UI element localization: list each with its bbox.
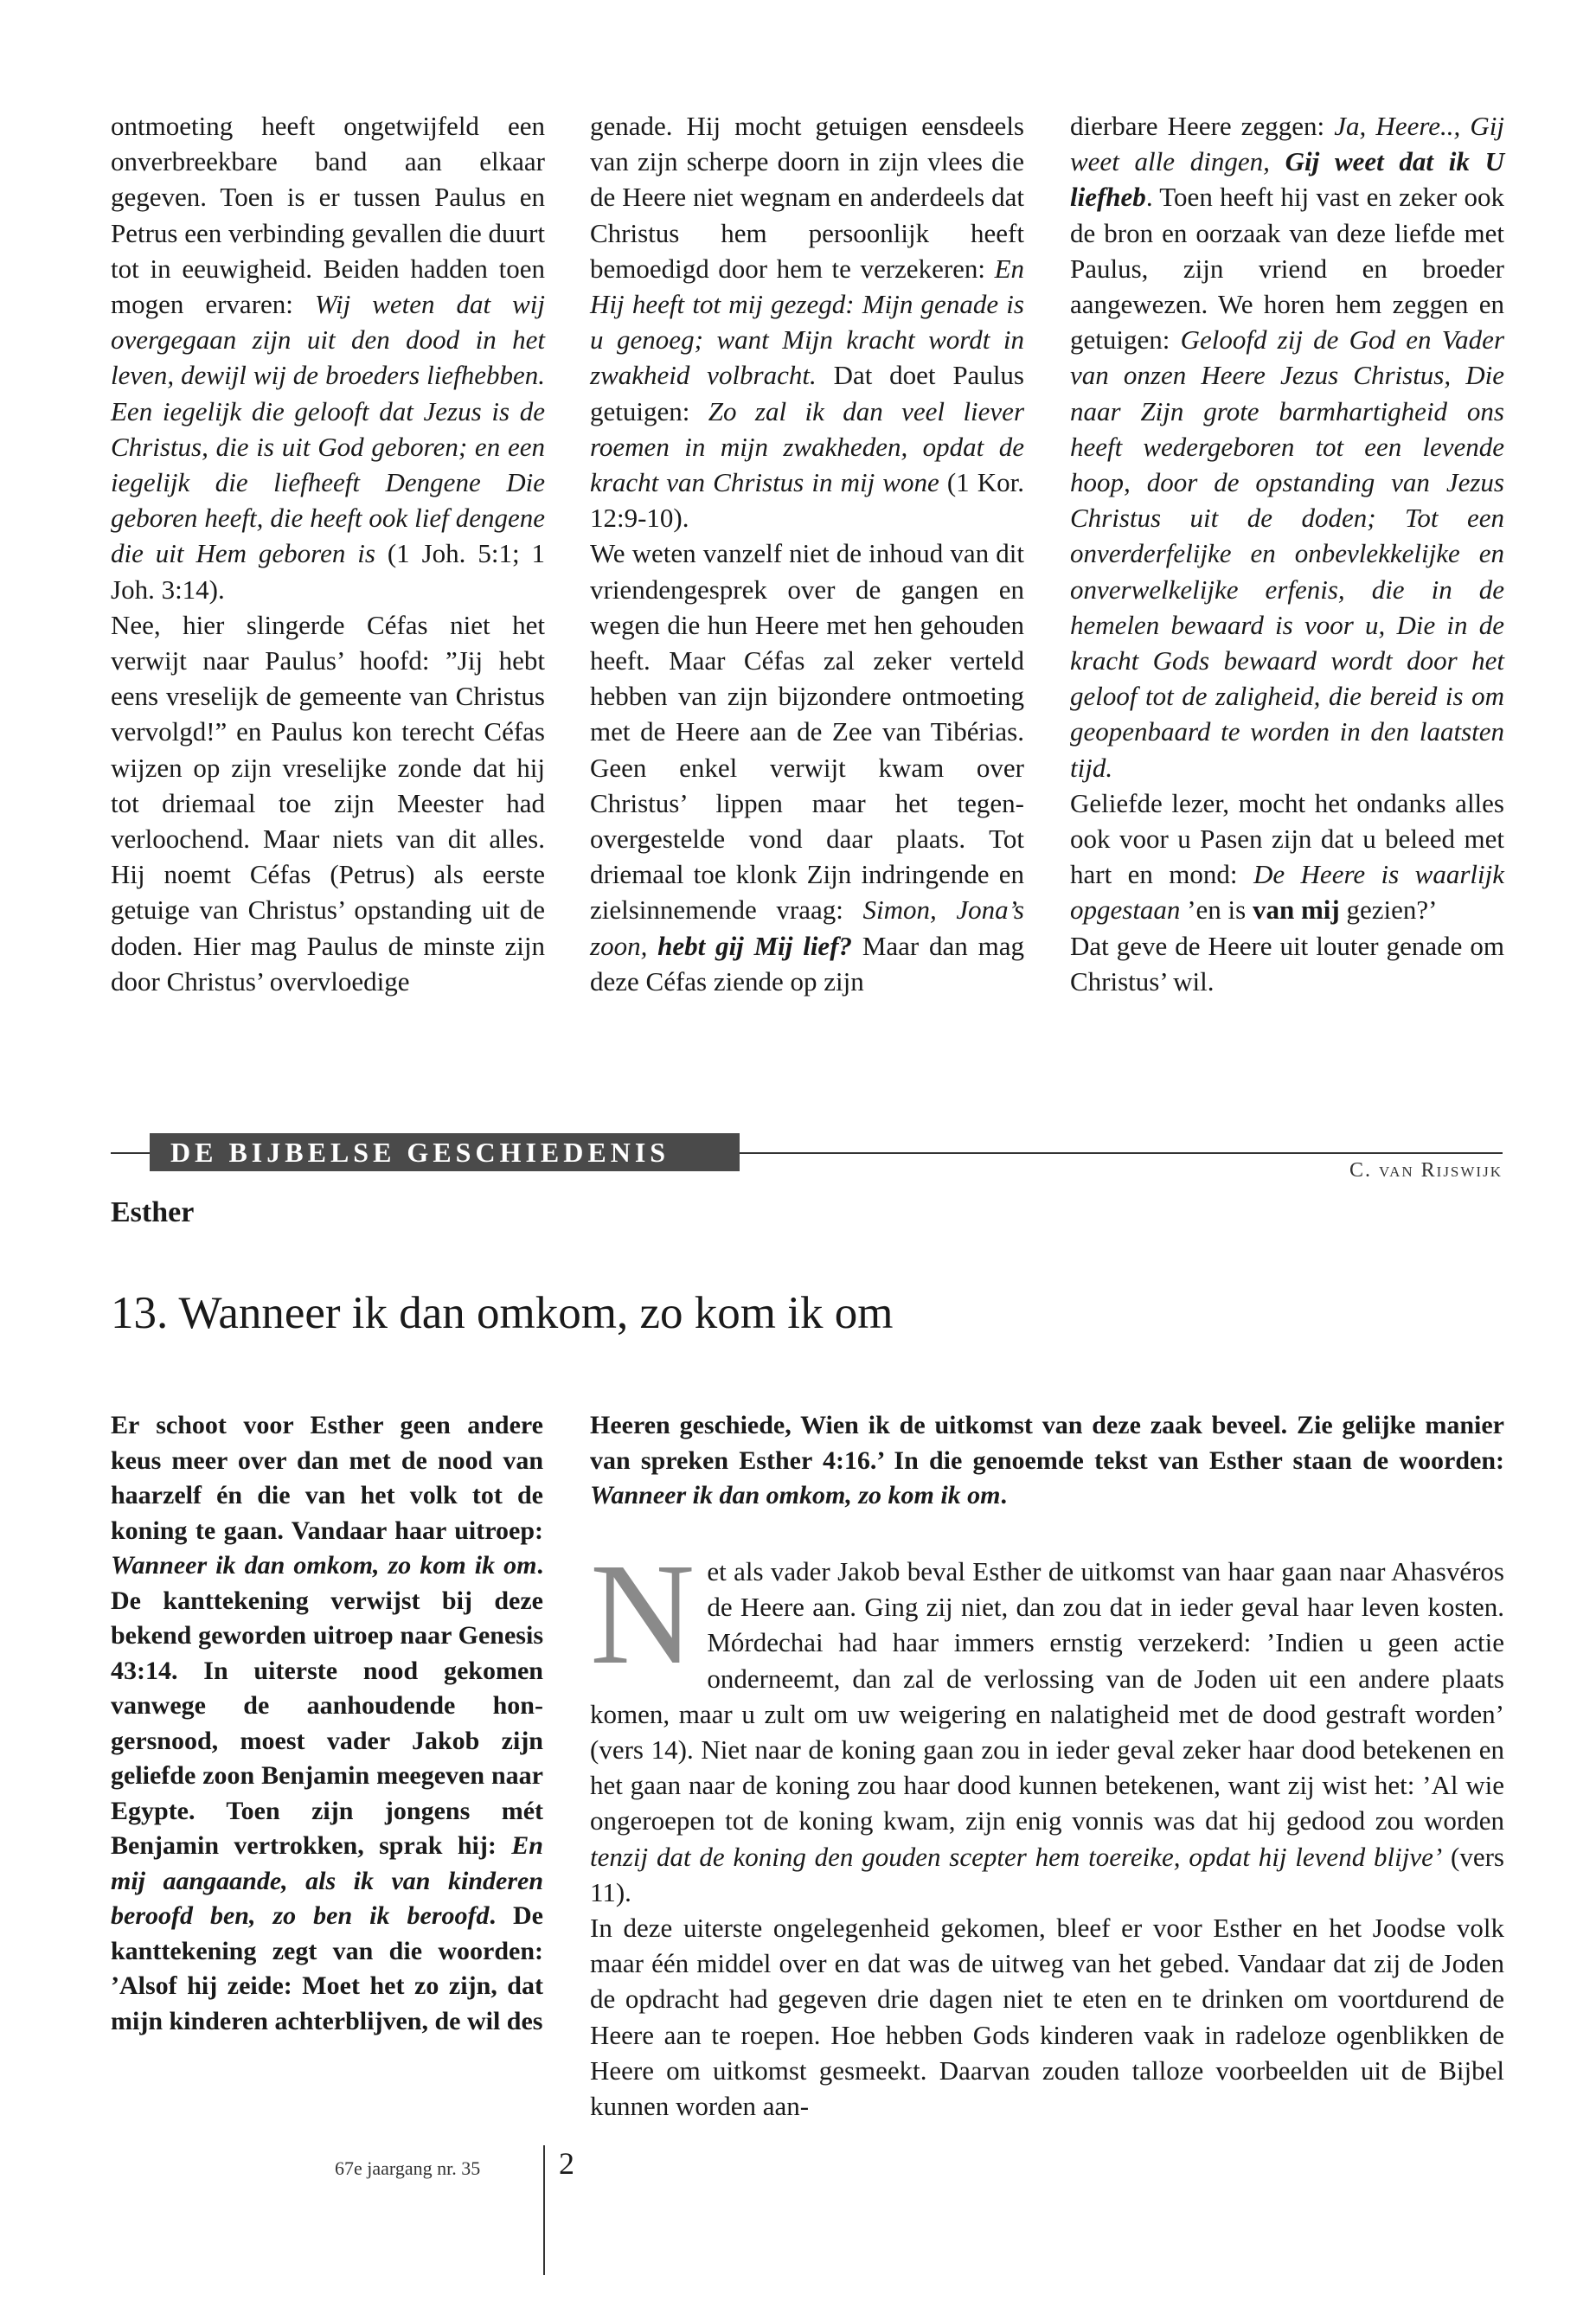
column-3-paragraph-3: Dat geve de Heere uit louter genade om Christus’ wil. — [1070, 930, 1504, 997]
article-column-1 — [111, 108, 545, 999]
intro-right-column: Heeren geschiede, Wien ik de uitkomst van deze zaak beveel. Zie gelijke manier van spreken Esther 4:16.’ In die genoemde tekst van Esther staan de woorden: Wanneer ik dan omkom, zo kom ik om. — [590, 1411, 1504, 1509]
column-2-paragraph-2: We weten vanzelf niet de inhoud van dit vriendengesprek over de gangen en wegen die hun Heere met hen gehouden heeft. Maar Céfas zal zeker verteld hebben van zijn bijzondere ontmoeting met de Heere aan de Zee van Tibérias. Geen enkel verwijt kwam over Christus’ lippen maar het tegenovergestelde vond daar plaats. Tot driemaal toe klonk Zijn indringende en zielsinnemende vraag: Simon, Jona’s zoon, hebt gij Mij lief? Maar dan mag deze Céfas ziende op zijn — [590, 538, 1024, 997]
page-number: 2 — [559, 2146, 574, 2181]
intro-left-column: Er schoot voor Esther geen andere keus meer over dan met de nood van haarzelf én die van het volk tot de koning te gaan. Vandaar haar uitroep: Wanneer ik dan omkom, zo kom ik om. De kanttekening verwijst bij deze bekend geworden uitroep naar Genesis 43:14. In uiterste nood gekomen vanwege de aanhoudende hongersnood, moest vader Jakob zijn geliefde zoon Benjamin meegeven naar Egypte. Toen zijn jongens mét Benjamin vertrokken, sprak hij: En mij aangaande, als ik van kinderen beroofd ben, zo ben ik beroofd. De kanttekening zegt van die woorden: ’Alsof hij zeide: Moet het zo zijn, dat mijn kinderen achterblijven, de wil des — [111, 1411, 543, 2035]
article-body — [590, 1534, 1504, 2124]
article-headline: 13. Wanneer ik dan omkom, zo kom ik om — [111, 1288, 894, 1338]
article-column-3 — [1070, 108, 1504, 999]
footer-divider — [543, 2145, 545, 2275]
column-1-paragraph-1: ontmoeting heeft ongetwijfeld een onverbreekbare band aan elkaar gegeven. Toen is er tussen Paulus en Petrus een verbinding gevallen die duurt tot in eeuwigheid. Beiden hadden toen mogen ervaren: Wij weten dat wij overgegaan zijn uit den dood in het leven, dewijl wij de broeders liefhebben. Een iegelijk die gelooft dat Jezus is de Christus, die is uit God geboren; en een iegelijk die liefheeft Dengene Die geboren heeft, die heeft ook lief dengene die uit Hem geboren is (1 Joh. 5:1; 1 Joh. 3:14). — [111, 111, 545, 605]
column-3-paragraph-2: Geliefde lezer, mocht het ondanks alles ook voor u Pasen zijn dat u beleed met hart en mond: De Heere is waarlijk opgestaan ’en is van mij gezien?’ — [1070, 787, 1504, 926]
issue-info: 67e jaargang nr. 35 — [335, 2157, 481, 2179]
column-1-paragraph-2: Nee, hier slingerde Céfas niet het verwijt naar Paulus’ hoofd: ”Jij hebt eens vreselijk de gemeente van Christus vervolgd!” en Paulus kon terecht Céfas wijzen op zijn vreselijke zonde dat hij tot driemaal toe zijn Meester had verloochend. Maar niets van dit alles. Hij noemt Céfas (Petrus) als eerste getuige van Christus’ opstanding uit de doden. Hier mag Paulus de minste zijn door Christus’ overvloedige — [111, 609, 545, 997]
author-name: C. van Rijswijk — [1349, 1159, 1503, 1182]
body-paragraph-2: In deze uiterste ongelegenheid gekomen, bleef er voor Esther en het Joodse volk maar één middel over en dat was de uitweg van het gebed. Vandaar dat zij de Joden de opdracht had gegeven drie dagen niet te eten en te drinken om voortdurend de Heere aan te roepen. Hoe hebben Gods kinderen vaak in radeloze ogenblikken de Heere om uitkomst gesmeekt. Daarvan zouden talloze voorbeelden uit de Bijbel kunnen worden aan- — [590, 1913, 1504, 2122]
article-column-2 — [590, 108, 1024, 999]
drop-cap: N — [590, 1534, 695, 1695]
section-label: DE BIJBELSE GESCHIEDENIS — [150, 1133, 740, 1171]
section-rule-right — [740, 1152, 1503, 1154]
article-subject: Esther — [111, 1196, 195, 1228]
body-paragraph-1: Net als vader Jakob beval Esther de uitkomst van haar gaan naar Ahasvéros de Heere aan. Ging zij niet, dan zou dat in ieder geval haar leven kosten. Mórdechai had haar immers ernstig verzekerd: ’Indien u geen actie onderneemt, dan zal de verlossing van de Joden uit een andere plaats komen, maar u zult om uw weigering en nalatigheid met de dood gestraft worden’ (vers 14). Niet naar de koning gaan zou in ieder geval zeker haar dood betekenen en het gaan naar de koning zou haar dood kunnen betekenen, want zij wist het: ’Al wie ongeroepen tot de koning kwam, zijn enig vonnis was dat hij gedood zou worden tenzij dat de koning den gouden scepter hem toereike, opdat hij levend blijve’ (vers 11). — [590, 1534, 1504, 1907]
section-rule-left — [111, 1152, 150, 1154]
column-3-paragraph-1: dierbare Heere zeggen: Ja, Heere.., Gij weet alle dingen, Gij weet dat ik U liefheb. Toen heeft hij vast en zeker ook de bron en oorzaak van deze liefde met Paulus, zijn vriend en broeder aangewezen. We horen hem zeggen en getuigen: Geloofd zij de God en Vader van onzen Heere Jezus Christus, Die naar Zijn grote barmhartigheid ons heeft wedergeboren tot een levende hoop, door de opstanding van Jezus Christus uit de doden; Tot een onverderfelijke en onbevlekkelijke en onverwelkelijke erfenis, die in de hemelen bewaard is voor u, Die in de kracht Gods bewaard wordt door het geloof tot de zaligheid, die bereid is om geopenbaard te worden in den laatsten tijd. — [1070, 111, 1505, 783]
column-2-paragraph-1: genade. Hij mocht getuigen eensdeels van zijn scherpe doorn in zijn vlees die de Heere niet wegnam en anderdeels dat Christus hem persoonlijk heeft bemoedigd door hem te verzekeren: En Hij heeft tot mij gezegd: Mijn genade is u genoeg; want Mijn kracht wordt in zwakheid volbracht. Dat doet Paulus getuigen: Zo zal ik dan veel liever roemen in mijn zwakheden, opdat de kracht van Christus in mij wone (1 Kor. 12:9-10). — [590, 111, 1025, 534]
